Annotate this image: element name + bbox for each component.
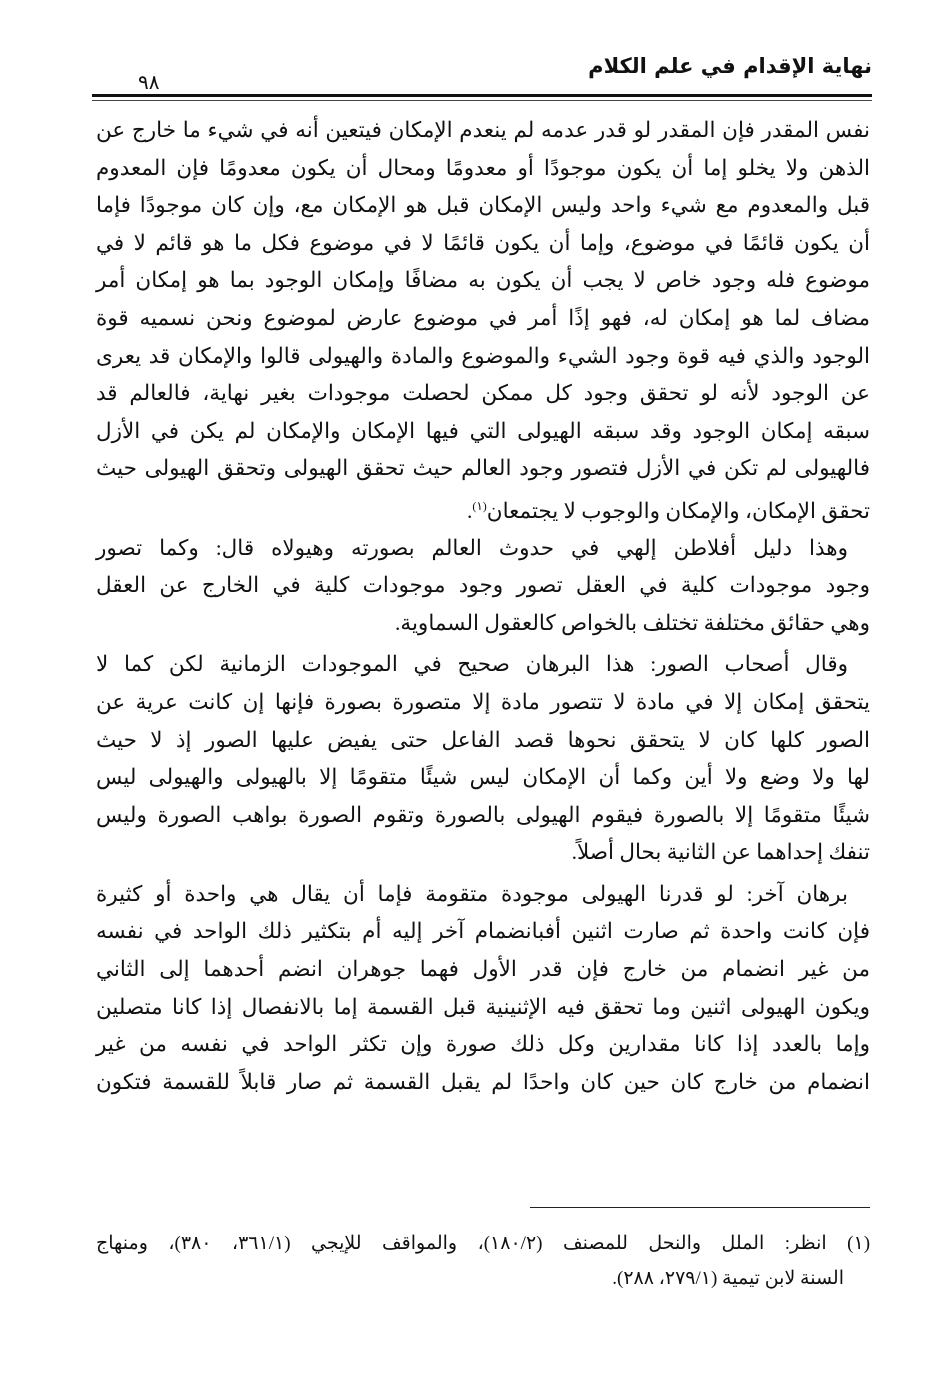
page-number: ٩٨ [138,70,160,94]
running-header [92,54,872,98]
text-line: وجود موجودات كلية في العقل تصور وجود موجودات كلية في الخارج عن العقل [96,573,870,598]
text-line: موضوع فله وجود خاص لا يجب أن يكون به مضافًا وإمكان الوجود بما هو إمكان أمر [96,268,870,293]
punctuation: . [466,499,473,524]
book-title: نهاية الإقدام في علم الكلام [588,54,872,78]
text-line: يتحقق إمكان إلا في مادة لا تتصور مادة إلا متصورة بصورة فإنها إن كانت عرية عن [96,689,870,714]
text-line: لها ولا وضع ولا أين وكما أن الإمكان ليس شيئًا متقومًا إلا بالهيولى والهيولى ليس [96,765,870,790]
text-line [96,488,870,526]
text-line: وإما بالعدد إذا كانا مقدارين وكل ذلك صورة وإن تكثر الواحد في نفسه من غير [96,1032,870,1057]
footnote-separator [530,1207,870,1208]
text-line: قبل والمعدوم مع شيء واحد وليس الإمكان قبل هو الإمكان مع، وإن كان موجودًا فإما [96,193,870,218]
text-line: الصور كلها كان لا يتحقق نحوها قصد الفاعل حتى يفيض عليها الصور إذ لا حيث [96,727,870,752]
text-line: انضمام من خارج كان حين كان واحدًا لم يقبل القسمة ثم صار قابلاً للقسمة فتكون [96,1069,870,1094]
footnote-line: السنة لابن تيمية (٢٧٩/١، ٢٨٨). [612,1268,844,1289]
footnote-line: (١) انظر: الملل والنحل للمصنف (١٨٠/٢)، والمواقف للإيجي (٣٦١/١، ٣٨٠)، ومنهاج [96,1233,871,1254]
header-rule-thin [92,100,872,101]
text-line: فإن كانت واحدة ثم صارت اثنين أفبانضمام آخر إليه أم بتكثير ذلك الواحد في نفسه [96,919,870,944]
text-line: ويكون الهيولى اثنين وما تحقق فيه الإثنينية قبل القسمة إما بالانفصال إذا كانا متصلين [96,994,870,1019]
footnote-reference[interactable]: (١) [472,498,487,513]
text-line: وهذا دليل أفلاطن إلهي في حدوث العالم بصورته وهيولاه قال: وكما تصور [96,535,848,560]
text-line: الذهن ولا يخلو إما أن يكون موجودًا أو معدومًا ومحال أن يكون معدومًا فإن المعدوم [96,155,870,180]
text-span: تحقق الإمكان، والإمكان والوجوب لا يجتمعان [486,499,870,524]
text-line: أن يكون قائمًا في موضوع، وإما أن يكون قائمًا لا في موضوع فكل ما هو قائم لا في [96,230,870,255]
paragraph-4 [96,876,870,1102]
text-line: نفس المقدر فإن المقدر لو قدر عدمه لم ينعدم الإمكان فيتعين أنه في شيء ما خارج عن [96,118,870,142]
text-line: مضاف لما هو إمكان له، فهو إذًا أمر في موضوع عارض لموضوع ونحن نسميه قوة [96,305,870,330]
text-line: سبقه إمكان الوجود وقد سبقه الهيولى التي فيها الإمكان والإمكان لم يكن في الأزل [96,418,870,443]
paragraph-2 [96,530,870,643]
text-line: فالهيولى لم تكن في الأزل فتصور وجود العالم حيث تحقق الهيولى وتحقق الهيولى حيث [96,456,870,481]
header-rule [92,94,872,97]
paragraph-1 [96,112,870,526]
text-line: برهان آخر: لو قدرنا الهيولى موجودة متقومة فإما أن يقال هي واحدة أو كثيرة [96,881,848,906]
text-line: وقال أصحاب الصور: هذا البرهان صحيح في الموجودات الزمانية لكن كما لا [96,652,848,677]
text-line: الوجود والذي فيه قوة وجود الشيء والموضوع والمادة والهيولى قالوا والإمكان قد يعرى [96,343,870,368]
text-line: عن الوجود لأنه لو تحقق وجود كل ممكن لحصلت موجودات بغير نهاية، فالعالم قد [96,381,870,406]
footnote [96,1226,870,1296]
text-line: شيئًا متقومًا إلا بالصورة فيقوم الهيولى بالصورة وتقوم الصورة بواهب الصورة وليس [96,802,870,827]
text-line: وهي حقائق مختلفة تختلف بالخواص كالعقول السماوية. [395,610,870,635]
text-line: تنفك إحداهما عن الثانية بحال أصلاً. [571,840,870,865]
text-line: من غير انضمام من خارج فإن قدر الأول فهما جوهران انضم أحدهما إلى الثاني [96,957,870,982]
main-text [96,112,870,1105]
paragraph-3 [96,646,870,872]
